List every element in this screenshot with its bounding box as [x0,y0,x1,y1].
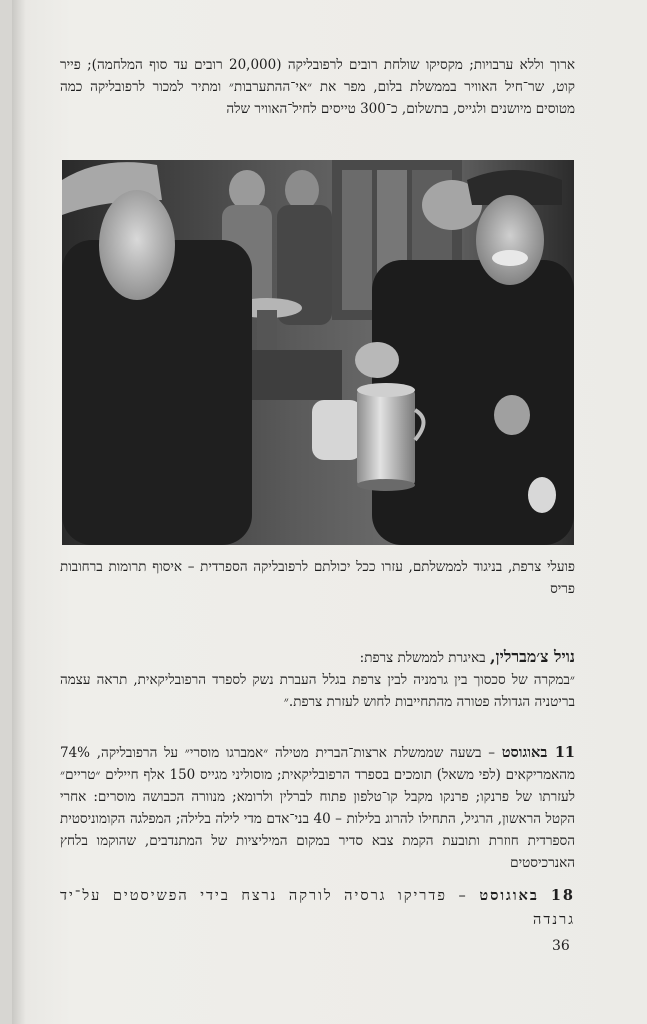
august-18-date: 18 באוגוסט [479,887,575,904]
august-11-entry [60,742,575,874]
street-donation-photo [62,160,574,545]
page-number: 36 [552,938,570,954]
august-18-text: – פדריקו גרסיה לורקה נרצח בידי הפשיסטים על־יד גרנדה [60,888,575,928]
chamberlain-quote: ״במקרה של סכסוך בין גרמניה לבין צרפת בגלל העברת נשק לספרד הרפובליקאית, תראה עצמה בריטניה הגדולה פטורה מהתחייבות לחוש לעזרת צרפת.״ [60,672,575,710]
photo-image [62,160,574,545]
august-18-entry [60,884,575,932]
august-11-date: 11 באוגוסט [501,744,576,761]
chamberlain-intro: באיגרת לממשלת צרפת: [359,650,490,666]
book-page [12,0,647,1024]
august-11-text: – בשעה שממשלת ארצות־הברית מטילה ״אמברגו מוסרי״ על הרפובליקה, 74% מהאמריקאים (לפי משאל) תומכים בספרד הרפובליקאית; מוסוליני מגייס 150 אלף חיילים ״טריים״ לעזרתו של פרנקו; פרנקו מקבל קו־טלפון פתוח לברלין ולרומא; מנוורה הכבושה מוסרים: אחרי הקטל הראשון, הרגיל, התחילו להרוג בלילות – 40 בני־אדם מדי לילה בלילה; המפלגה הקומוניסטית הספרדית חוזרת ותובעת הקמת צבא סדיר במקום המיליציות של המתנדבים, שהוקמו בלחץ האנרכיסטים [60,745,575,871]
photo-caption: פועלי צרפת, בניגוד לממשלתם, עזרו ככל יכולתם לרפובליקה הספרדית – איסוף תרומות ברחובות פריס [60,559,575,597]
chamberlain-paragraph [60,646,575,713]
chamberlain-name: נויל צ׳מברלין, [489,647,575,666]
intro-paragraph: ארוך וללא ערבויות; מקסיקו שולחת רובים לרפובליקה (20,000 רובים עד סוף המלחמה); פייר קוט, שר־חיל האוויר בממשלת בלום, מפר את ״אי־ההתערבות״ ומתיר למכור לרפובליקה כמה מטוסים מיושנים ולגייס, בתשלום, כ־300 טייסים לחיל־האוויר שלה [60,57,575,117]
